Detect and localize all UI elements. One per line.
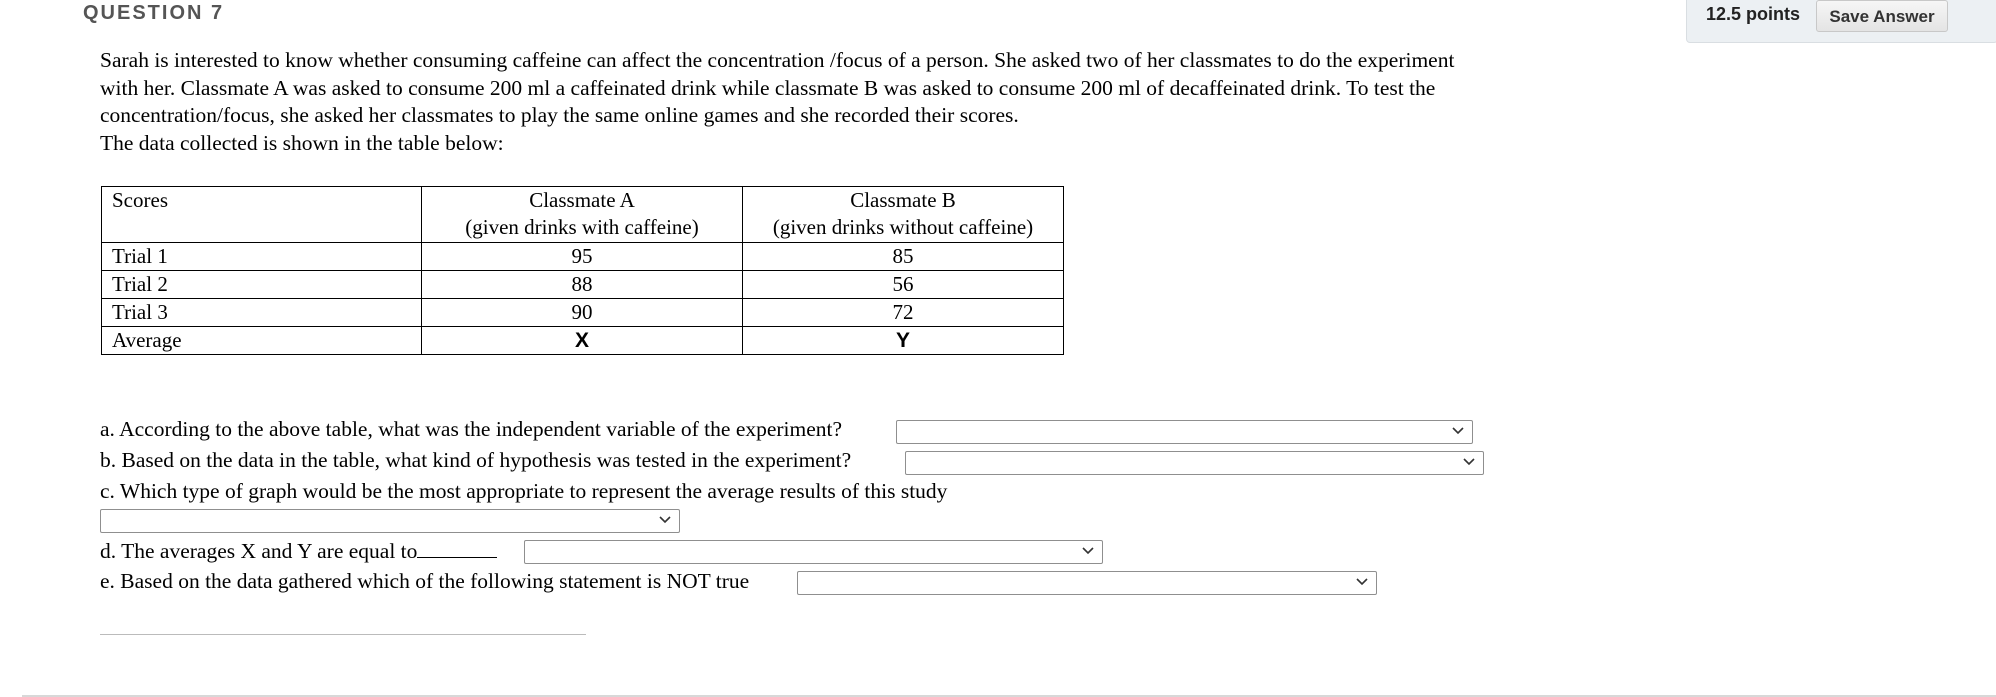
- points-value: 12.5 points: [1706, 4, 1801, 24]
- passage-line: Sarah is interested to know whether consuming caffeine can affect the concentration /focus of a person. She asked two of her classmates to do the experiment: [100, 48, 1455, 72]
- header-classmate-a-title: Classmate A: [529, 188, 635, 212]
- row-label: Trial 1: [102, 243, 422, 271]
- question-a-text: a. According to the above table, what was the independent variable of the experiment?: [100, 417, 843, 441]
- save-answer-button[interactable]: Save Answer: [1816, 0, 1948, 32]
- chevron-down-icon: [1356, 574, 1368, 590]
- table-row: [102, 271, 1064, 299]
- cell-average-a: [422, 327, 743, 355]
- question-b-text: b. Based on the data in the table, what kind of hypothesis was tested in the experiment?: [100, 448, 852, 472]
- cell-classmate-b: 72: [743, 299, 1064, 327]
- header-classmate-b: [743, 187, 1064, 243]
- average-x: X: [574, 329, 589, 352]
- question-d-text: [100, 537, 497, 565]
- cell-classmate-b: 56: [743, 271, 1064, 299]
- cell-average-b: [743, 327, 1064, 355]
- header-classmate-b-title: Classmate B: [850, 188, 956, 212]
- answer-select-d[interactable]: [524, 540, 1103, 564]
- passage-line: The data collected is shown in the table below:: [100, 130, 504, 155]
- passage-line: with her. Classmate A was asked to consume 200 ml a caffeinated drink while classmate B was asked to consume 200 ml of decaffeinated drink. To test the: [100, 75, 1436, 100]
- table-header-row: [102, 187, 1064, 243]
- row-label: Trial 2: [102, 271, 422, 299]
- passage-line: concentration/focus, she asked her classmates to play the same online games and she recorded their scores.: [100, 103, 1019, 127]
- divider: [100, 634, 586, 635]
- cell-classmate-a: 95: [422, 243, 743, 271]
- row-label: Average: [102, 327, 422, 355]
- scores-table: [101, 186, 1064, 355]
- table-row: [102, 299, 1064, 327]
- chevron-down-icon: [1082, 543, 1094, 559]
- question-e-text: e. Based on the data gathered which of the following statement is NOT true: [100, 569, 750, 593]
- answer-select-a[interactable]: [896, 420, 1473, 444]
- fill-in-blank: [417, 537, 497, 558]
- question-c-text: c. Which type of graph would be the most appropriate to represent the average results of this study: [100, 479, 948, 503]
- table-row: [102, 327, 1064, 355]
- chevron-down-icon: [1463, 454, 1475, 470]
- question-d-label: d. The averages X and Y are equal to: [100, 539, 418, 563]
- row-label: Trial 3: [102, 299, 422, 327]
- average-y: Y: [895, 329, 910, 352]
- answer-select-e[interactable]: [797, 571, 1377, 595]
- header-classmate-b-subtitle: (given drinks without caffeine): [772, 215, 1034, 239]
- chevron-down-icon: [1452, 423, 1464, 439]
- question-passage: [100, 47, 1580, 157]
- answer-select-b[interactable]: [905, 451, 1484, 475]
- chevron-down-icon: [659, 512, 671, 528]
- question-number: QUESTION 7: [83, 2, 225, 24]
- cell-classmate-a: 88: [422, 271, 743, 299]
- cell-classmate-a: 90: [422, 299, 743, 327]
- header-classmate-a-subtitle: (given drinks with caffeine): [465, 215, 699, 239]
- table-row: [102, 243, 1064, 271]
- header-scores: Scores: [102, 187, 422, 243]
- answer-select-c[interactable]: [100, 509, 680, 533]
- cell-classmate-b: 85: [743, 243, 1064, 271]
- header-classmate-a: [422, 187, 743, 243]
